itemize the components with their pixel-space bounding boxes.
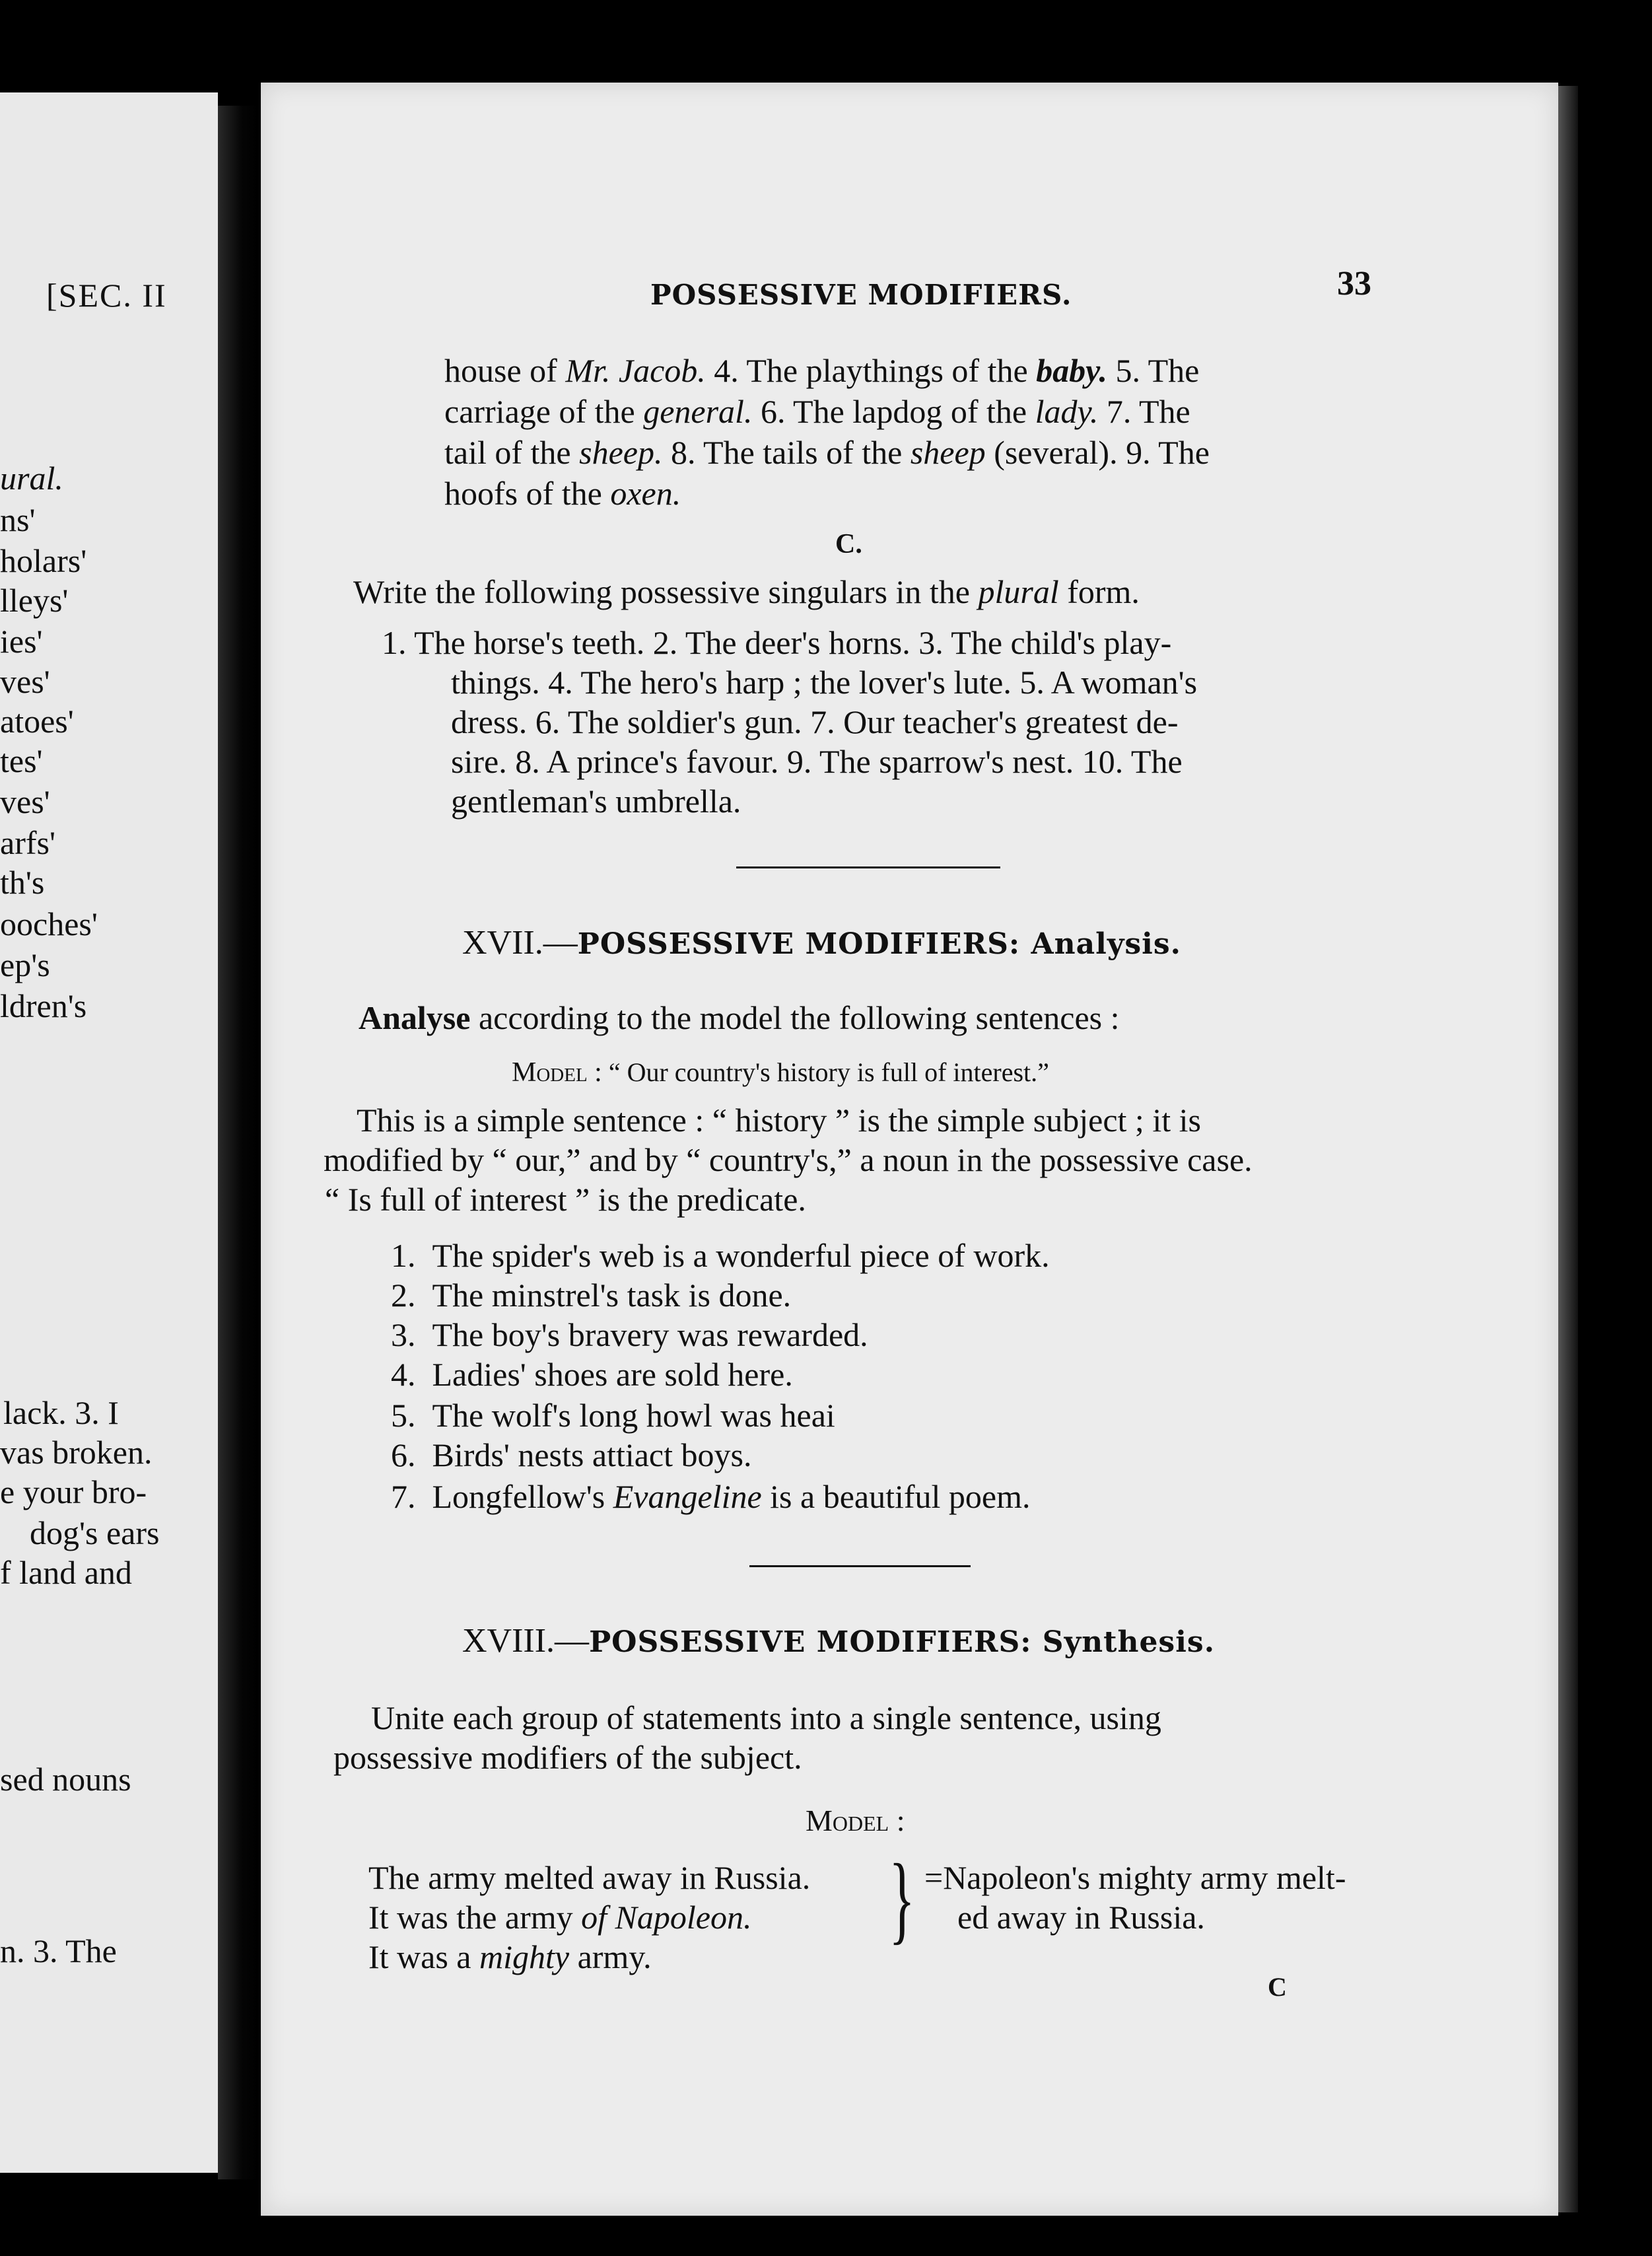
analysis-sentence: 1. The spider's web is a wonderful piece of work. (391, 1237, 1050, 1274)
left-page-fragment: tes' (0, 742, 43, 779)
left-page-fragment: dog's ears (30, 1514, 160, 1551)
left-page-fragment: ural. (0, 460, 63, 497)
left-page-fragment: sed nouns (0, 1761, 131, 1798)
model-result: ed away in Russia. (957, 1899, 1205, 1936)
left-page-fragment: ves' (0, 663, 50, 700)
running-title: POSSESSIVE MODIFIERS. (650, 279, 1072, 311)
left-page-fragment: ves' (0, 783, 50, 820)
model-statement: It was a mighty army. (368, 1938, 652, 1975)
section-xvii-explanation: “ Is full of interest ” is the predicate. (325, 1181, 806, 1218)
grouping-brace: } (889, 1844, 915, 1954)
exercise-c-line: sire. 8. A prince's favour. 9. The sparrow's nest. 10. The (451, 743, 1183, 780)
analysis-sentence: 6. Birds' nests attiact boys. (391, 1436, 752, 1473)
model-statement: The army melted away in Russia. (368, 1859, 811, 1896)
section-xvii-explanation: This is a simple sentence : “ history ” is the simple subject ; it is (357, 1102, 1201, 1139)
model-statement: It was the army of Napoleon. (368, 1899, 752, 1936)
page-gutter (218, 106, 258, 2179)
left-page-fragment: f land and (0, 1554, 132, 1591)
previous-page (0, 92, 218, 2173)
analysis-sentence: 5. The wolf's long howl was heai (391, 1397, 835, 1434)
section-divider (736, 866, 1000, 868)
section-xvii-explanation: modified by “ our,” and by “ country's,” a noun in the possessive case. (324, 1141, 1253, 1178)
left-page-header: [SEC. II (46, 277, 167, 314)
analysis-sentence: 7. Longfellow's Evangeline is a beautiful poem. (391, 1478, 1031, 1515)
left-page-fragment: lleys' (0, 582, 69, 619)
exercise-c-line: things. 4. The hero's harp ; the lover's lute. 5. A woman's (451, 664, 1198, 701)
exercise-c-label: C. (835, 529, 862, 559)
analysis-sentence: 3. The boy's bravery was rewarded. (391, 1316, 868, 1353)
section-xviii-model-label: Model : (806, 1804, 905, 1837)
left-page-fragment: ooches' (0, 905, 98, 942)
left-page-fragment: ies' (0, 623, 43, 660)
section-xviii-heading: XVIII.—POSSESSIVE MODIFIERS: Synthesis. (462, 1622, 1216, 1660)
section-divider (749, 1565, 971, 1567)
section-xviii-instruction: possessive modifiers of the subject. (333, 1739, 802, 1776)
left-page-fragment: atoes' (0, 703, 74, 740)
left-page-fragment: ep's (0, 946, 50, 983)
exercise-b-line-4: hoofs of the oxen. (444, 475, 681, 512)
page-edge-shadow (1558, 86, 1578, 2212)
analysis-sentence: 2. The minstrel's task is done. (391, 1277, 792, 1314)
left-page-fragment: vas broken. (0, 1434, 153, 1471)
exercise-c-instruction: Write the following possessive singulars in the plural form. (353, 573, 1140, 610)
section-xvii-instruction: Analyse according to the model the following sentences : (359, 999, 1120, 1036)
left-page-fragment: holars' (0, 542, 87, 579)
exercise-b-line-1: house of Mr. Jacob. 4. The playthings of the baby. 5. The (444, 352, 1200, 389)
left-page-fragment: th's (0, 864, 45, 901)
signature-mark: C (1268, 1972, 1287, 2002)
exercise-c-line: gentleman's umbrella. (451, 783, 741, 820)
exercise-c-line: 1. The horse's teeth. 2. The deer's horns. 3. The child's play- (382, 624, 1172, 661)
left-page-fragment: ns' (0, 501, 36, 538)
analysis-sentence: 4. Ladies' shoes are sold here. (391, 1356, 793, 1393)
exercise-b-line-3: tail of the sheep. 8. The tails of the sheep (several). 9. The (444, 434, 1210, 471)
left-page-fragment: lack. 3. I (3, 1394, 119, 1431)
left-page-fragment: n. 3. The (0, 1932, 117, 1969)
section-xvii-heading: XVII.—POSSESSIVE MODIFIERS: Analysis. (462, 924, 1181, 962)
section-xvii-model: Model : “ Our country's history is full of interest.” (512, 1057, 1049, 1088)
exercise-b-line-2: carriage of the general. 6. The lapdog of the lady. 7. The (444, 393, 1190, 430)
exercise-c-line: dress. 6. The soldier's gun. 7. Our teacher's greatest de- (451, 703, 1179, 740)
left-page-fragment: ldren's (0, 987, 87, 1024)
left-page-fragment: arfs' (0, 824, 55, 861)
model-result: =Napoleon's mighty army melt- (924, 1859, 1346, 1896)
page-number: 33 (1337, 265, 1371, 302)
section-xviii-instruction: Unite each group of statements into a single sentence, using (371, 1699, 1161, 1736)
left-page-fragment: e your bro- (0, 1473, 147, 1510)
